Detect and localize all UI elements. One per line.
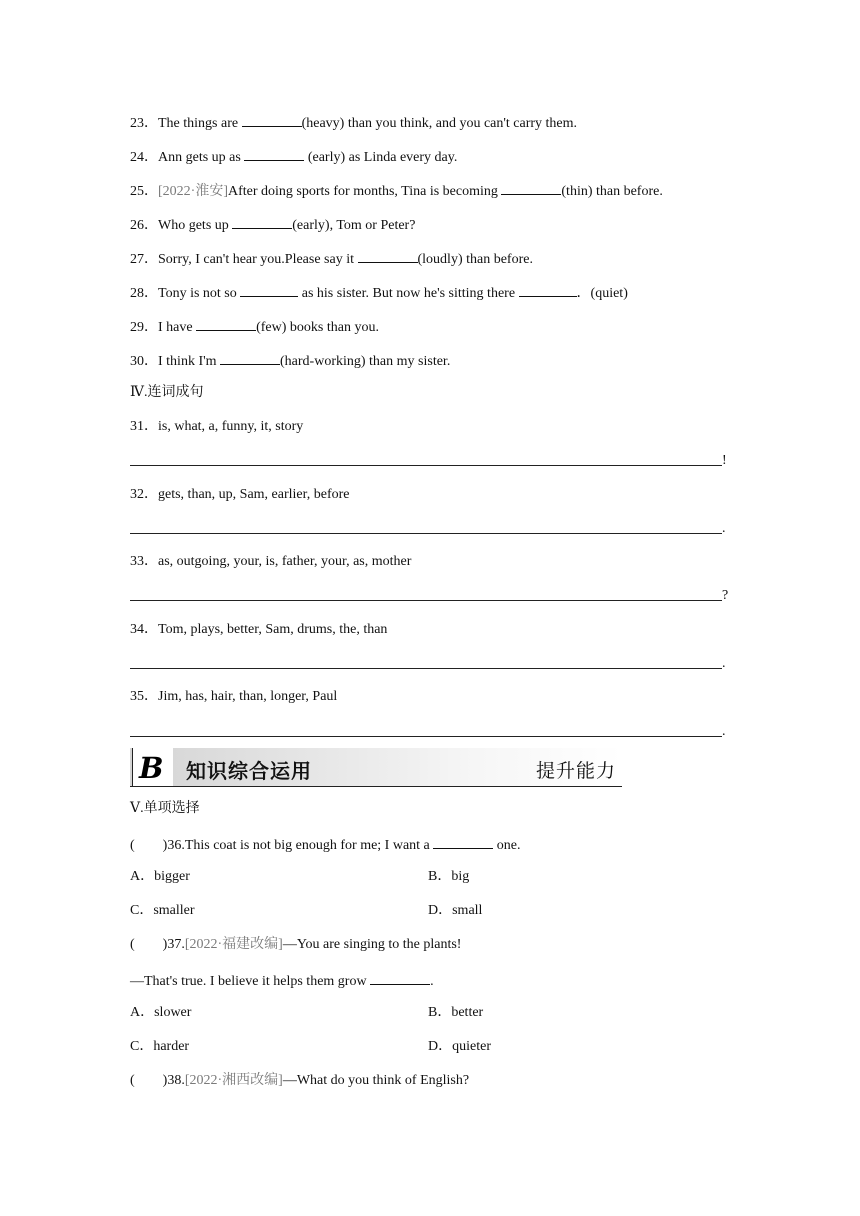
banner-badge-letter: B	[139, 751, 163, 785]
question-text: .	[430, 974, 434, 989]
section-banner	[130, 746, 622, 788]
answer-blank[interactable]	[370, 970, 430, 985]
option-a[interactable]: A．slower	[130, 1005, 192, 1020]
answer-blank[interactable]	[232, 214, 292, 229]
answer-blank[interactable]	[519, 282, 577, 297]
answer-line-32[interactable]	[130, 533, 722, 534]
option-d[interactable]: D．small	[428, 903, 483, 918]
source-tag: [2022·福建改编]	[184, 937, 283, 952]
answer-blank[interactable]	[358, 248, 418, 263]
question-29	[130, 316, 379, 337]
question-32-words: 32．gets, than, up, Sam, earlier, before	[130, 487, 350, 502]
answer-paren[interactable]: ( )	[130, 937, 168, 952]
question-24	[130, 146, 457, 167]
answer-blank[interactable]	[196, 316, 256, 331]
question-26	[130, 214, 415, 235]
question-number: 37.	[167, 937, 185, 952]
question-number: 36.	[167, 838, 185, 853]
question-number: 27．	[130, 252, 158, 267]
banner-subtitle: 提升能力	[536, 760, 617, 782]
question-number: 29．	[130, 320, 158, 335]
answer-line-34[interactable]	[130, 668, 722, 669]
question-25	[130, 180, 663, 201]
answer-paren[interactable]: ( )	[130, 1073, 168, 1088]
end-punctuation: .	[722, 521, 726, 536]
question-37	[130, 936, 461, 954]
question-number: 25．	[130, 184, 158, 199]
banner-badge	[132, 748, 173, 787]
question-text: Sorry, I can't hear you.Please say it	[158, 252, 358, 267]
answer-line-33[interactable]	[130, 600, 722, 601]
question-text: as his sister. But now he's sitting there	[298, 286, 519, 301]
question-number: 26．	[130, 218, 158, 233]
option-c[interactable]: C．harder	[130, 1039, 190, 1054]
answer-line-31[interactable]	[130, 465, 722, 466]
question-28	[130, 282, 628, 303]
answer-blank[interactable]	[501, 180, 561, 195]
option-a[interactable]: A．bigger	[130, 869, 190, 884]
question-number: 30．	[130, 354, 158, 369]
question-23	[130, 112, 577, 133]
option-d[interactable]: D．quieter	[428, 1039, 491, 1054]
question-text: (loudly) than before.	[417, 252, 533, 267]
question-text: After doing sports for months, Tina is becoming	[228, 184, 502, 199]
question-text: Ann gets up as	[158, 150, 245, 165]
answer-blank[interactable]	[244, 146, 304, 161]
question-37-line2	[130, 970, 434, 991]
question-31-words: 31．is, what, a, funny, it, story	[130, 419, 304, 434]
question-35-words: 35．Jim, has, hair, than, longer, Paul	[130, 689, 338, 704]
banner-title: 知识综合运用	[186, 759, 312, 783]
answer-line-35[interactable]	[130, 736, 722, 737]
answer-paren[interactable]: ( )	[130, 838, 168, 853]
question-text: (thin) than before.	[561, 184, 663, 199]
question-text: The things are	[158, 116, 242, 131]
question-text: I think I'm	[158, 354, 221, 369]
question-27	[130, 248, 533, 269]
option-b[interactable]: B．big	[428, 869, 470, 884]
question-text: —What do you think of English?	[282, 1073, 470, 1088]
question-36	[130, 834, 521, 855]
question-text: one.	[493, 838, 521, 853]
answer-blank[interactable]	[240, 282, 298, 297]
question-number: 38.	[167, 1073, 185, 1088]
question-text: (hard-working) than my sister.	[280, 354, 451, 369]
end-punctuation: ?	[722, 588, 729, 603]
question-38	[130, 1072, 469, 1090]
section-heading: Ⅴ.单项选择	[130, 801, 200, 816]
end-punctuation: !	[722, 453, 727, 468]
option-c[interactable]: C．smaller	[130, 903, 195, 918]
question-34-words: 34．Tom, plays, better, Sam, drums, the, than	[130, 622, 388, 637]
question-30	[130, 350, 450, 371]
option-b[interactable]: B．better	[428, 1005, 484, 1020]
question-number: 24．	[130, 150, 158, 165]
source-tag: [2022·淮安]	[158, 184, 228, 199]
question-text: This coat is not big enough for me; I want a	[184, 838, 434, 853]
question-text: (early) as Linda every day.	[304, 150, 458, 165]
question-text: ．(quiet)	[576, 286, 628, 301]
answer-blank[interactable]	[433, 834, 493, 849]
source-tag: [2022·湘西改编]	[184, 1073, 283, 1088]
question-text: (few) books than you.	[256, 320, 379, 335]
banner-divider	[130, 786, 622, 787]
question-text: —That's true. I believe it helps them grow	[130, 974, 371, 989]
section-heading: Ⅳ.连词成句	[130, 385, 204, 400]
question-text: Who gets up	[158, 218, 233, 233]
question-number: 28．	[130, 286, 158, 301]
question-text: Tony is not so	[158, 286, 241, 301]
answer-blank[interactable]	[242, 112, 302, 127]
question-text: (early), Tom or Peter?	[292, 218, 416, 233]
answer-blank[interactable]	[220, 350, 280, 365]
question-text: I have	[158, 320, 197, 335]
question-text: —You are singing to the plants!	[282, 937, 462, 952]
end-punctuation: .	[722, 656, 726, 671]
question-text: (heavy) than you think, and you can't carry them.	[301, 116, 578, 131]
question-33-words: 33．as, outgoing, your, is, father, your, as, mother	[130, 554, 412, 569]
question-number: 23．	[130, 116, 158, 131]
end-punctuation: .	[722, 724, 726, 739]
